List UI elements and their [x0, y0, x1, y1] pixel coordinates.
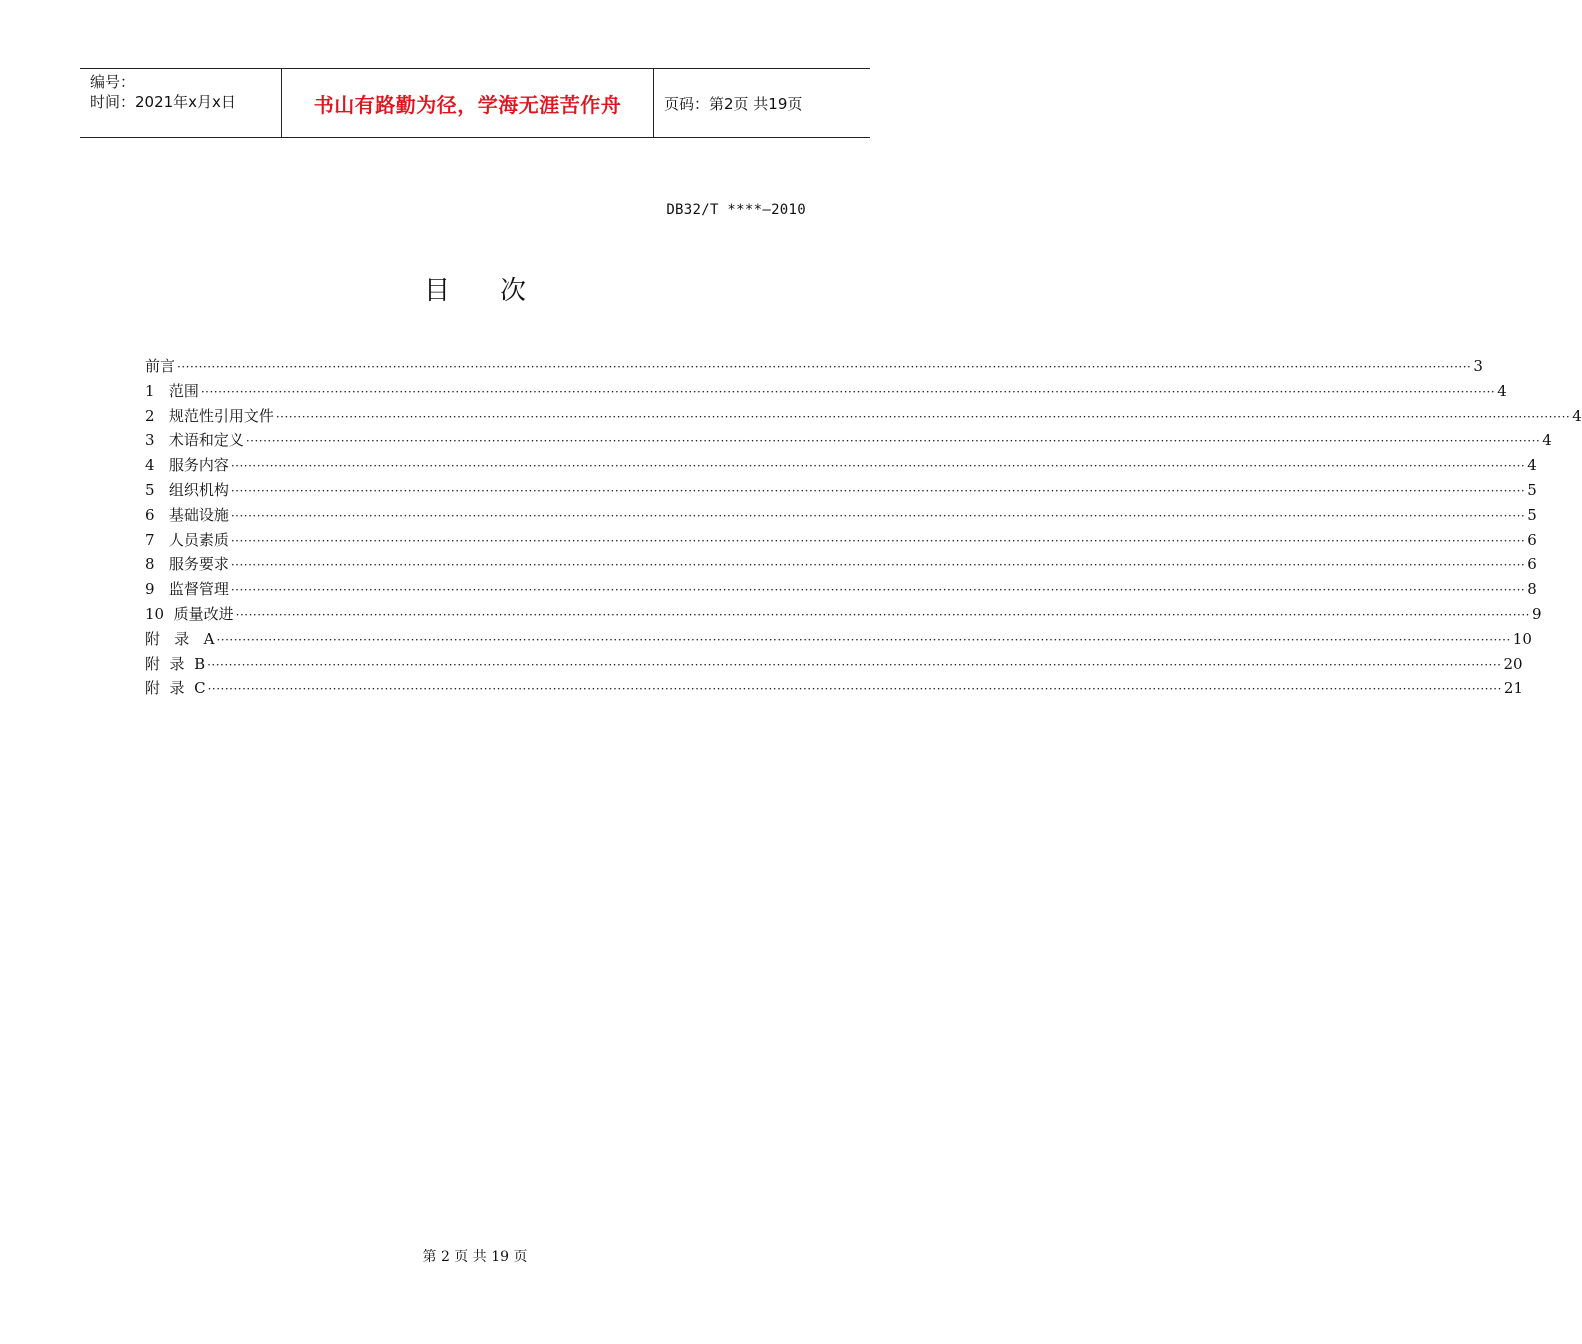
time-label: 时间：2021年x月x日	[90, 93, 236, 111]
toc-entry-label: 3 术语和定义	[145, 431, 244, 450]
toc-entry-label: 前言	[145, 357, 176, 375]
toc-leader-dots: ············································································································································································································································································································	[230, 533, 1526, 548]
toc-entry-label: 8 服务要求	[145, 555, 229, 574]
toc-leader-dots: ············································································································································································································································································································	[245, 434, 1541, 449]
toc-entry-page: 5	[1527, 505, 1537, 524]
toc-entry-page: 8	[1527, 580, 1537, 599]
toc-entry-label: 1 范围	[145, 381, 199, 400]
toc-entry-page: 6	[1527, 530, 1537, 549]
toc-entry[interactable]	[145, 355, 1483, 380]
toc-leader-dots: ············································································································································································································································································································	[200, 384, 1496, 399]
toc-entry-page: 4	[1497, 381, 1507, 400]
toc-entry[interactable]	[145, 653, 1523, 678]
toc-leader-dots: ············································································································································································································································································································	[207, 657, 1502, 672]
toc-entry[interactable]	[145, 479, 1537, 504]
toc-entry-page: 5	[1527, 480, 1537, 499]
header-table	[80, 68, 870, 138]
toc-leader-dots: ············································································································································································································································································································	[230, 459, 1526, 474]
toc-entry[interactable]	[145, 628, 1532, 653]
toc-entry[interactable]	[145, 677, 1523, 702]
toc-entry-label: 4 服务内容	[145, 456, 229, 475]
toc-leader-dots: ············································································································································································································································································································	[275, 409, 1571, 424]
toc-entry-page: 9	[1531, 604, 1542, 623]
toc-entry-label: 2 规范性引用文件	[145, 406, 274, 425]
toc-entry[interactable]	[145, 454, 1537, 479]
toc-entry-label: 7 人员素质	[145, 530, 229, 549]
toc-leader-dots: ············································································································································································································································································································	[177, 360, 1472, 374]
toc-entry-page: 4	[1542, 431, 1552, 450]
toc-entry[interactable]	[145, 380, 1507, 405]
toc-leader-dots: ············································································································································································································································································································	[230, 558, 1526, 573]
toc-entry-page: 20	[1503, 654, 1523, 673]
toc-leader-dots: ············································································································································································································································································································	[230, 583, 1526, 598]
header-page-info: 页码：第2页 共19页	[664, 94, 803, 113]
toc-entry-page: 10	[1512, 629, 1532, 648]
toc-entry-label: 9 监督管理	[145, 580, 229, 599]
toc-leader-dots: ············································································································································································································································································································	[230, 508, 1526, 523]
toc-entry-page: 3	[1473, 357, 1483, 375]
toc-entry[interactable]	[145, 429, 1552, 454]
toc-entry[interactable]	[145, 529, 1537, 554]
number-label: 编号：	[90, 73, 136, 91]
toc-leader-dots: ············································································································································································································································································································	[230, 483, 1526, 498]
toc-title: 目次	[423, 276, 576, 306]
toc-entry[interactable]	[145, 578, 1537, 603]
header-motto: 书山有路勤为径，学海无涯苦作舟	[281, 69, 654, 137]
toc-entry-label: 附 录 A	[145, 629, 215, 648]
toc-entry[interactable]	[145, 405, 1582, 430]
document-code: DB32/T ****—2010	[666, 202, 806, 218]
toc-entry-label: 6 基础设施	[145, 505, 229, 524]
toc-entry-label: 5 组织机构	[145, 480, 229, 499]
header-meta	[80, 69, 281, 137]
page-footer: 第 2 页 共 19 页	[422, 1249, 528, 1265]
toc-entry[interactable]	[145, 553, 1537, 578]
toc-entry[interactable]	[145, 504, 1537, 529]
toc-entry-label: 附 录 C	[145, 679, 206, 698]
toc-entry-label: 附 录 B	[145, 654, 206, 673]
toc-entry-page: 4	[1572, 406, 1582, 425]
toc-entry-page: 4	[1527, 456, 1537, 475]
table-of-contents	[145, 355, 1582, 702]
toc-leader-dots: ············································································································································································································································································································	[235, 607, 1530, 622]
toc-leader-dots: ············································································································································································································································································································	[207, 682, 1502, 697]
toc-entry-label: 10 质量改进	[145, 604, 234, 623]
toc-entry-page: 6	[1527, 555, 1537, 574]
toc-leader-dots: ············································································································································································································································································································	[216, 632, 1511, 647]
toc-entry[interactable]	[145, 603, 1542, 628]
toc-entry-page: 21	[1503, 679, 1523, 698]
